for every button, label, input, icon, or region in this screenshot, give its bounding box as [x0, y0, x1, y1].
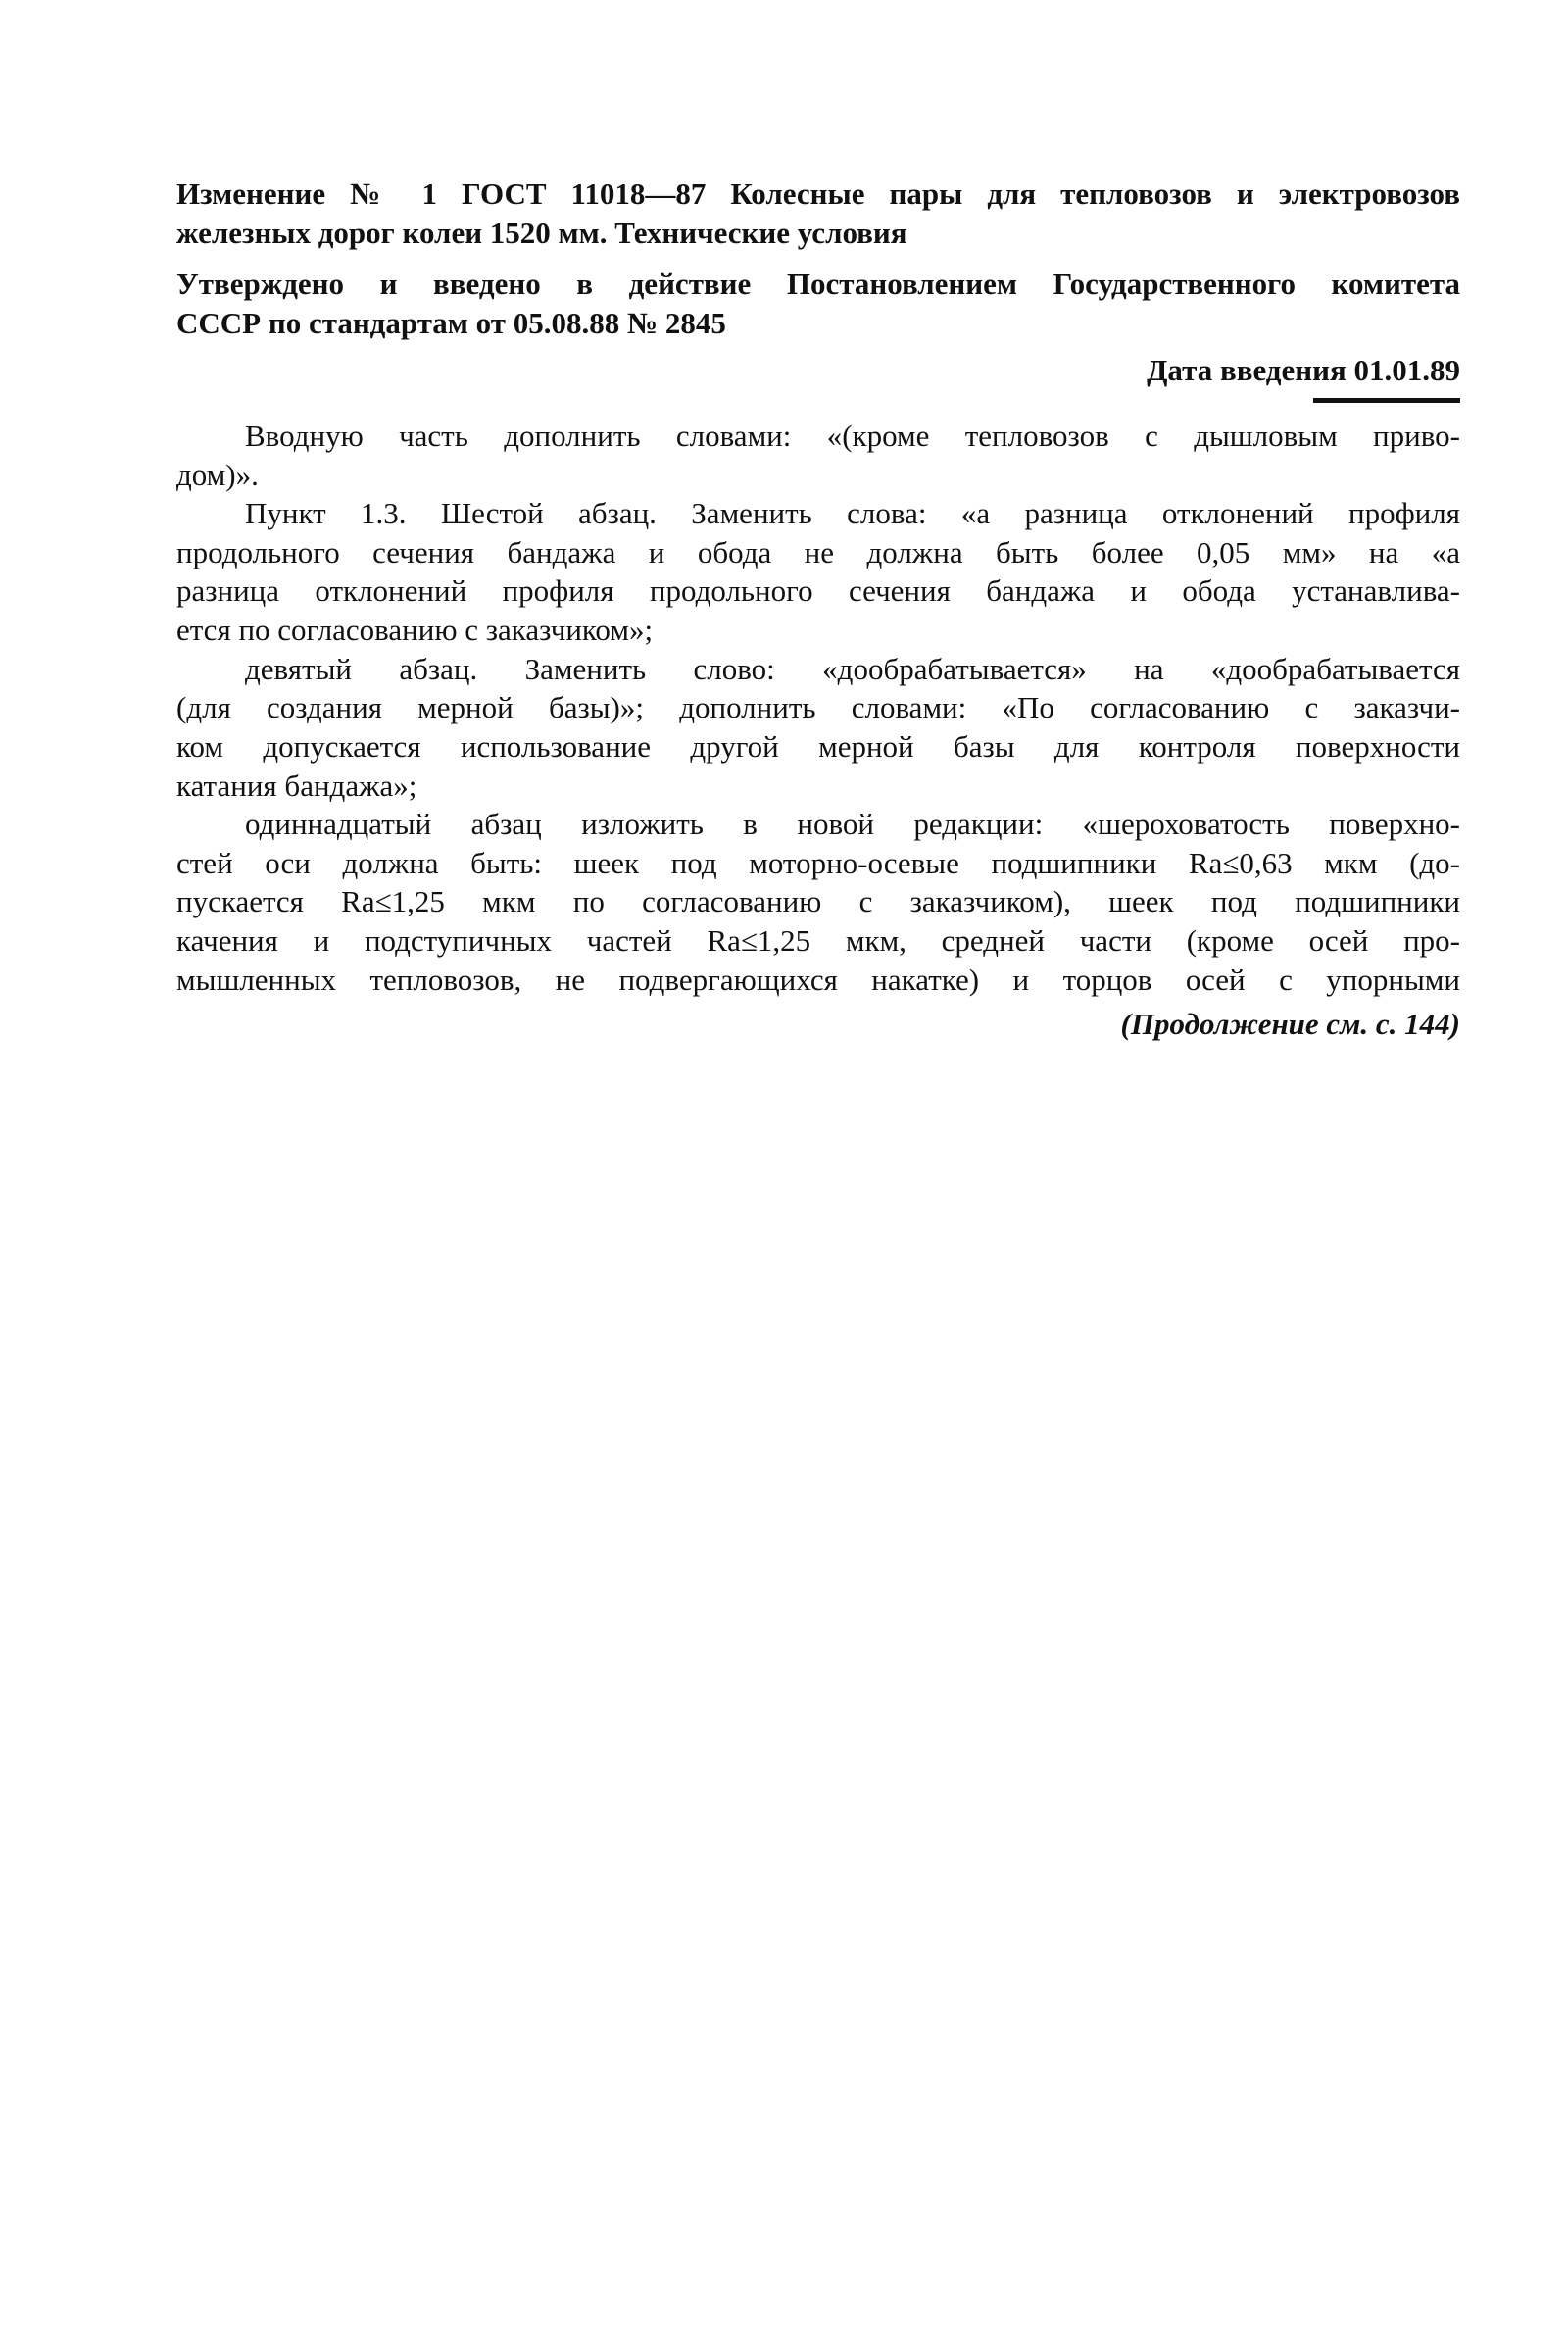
- body-line: девятый абзац. Заменить слово: «дообрабатывается» на «дообрабатывается: [245, 652, 1460, 686]
- body-line: (для создания мерной базы)»; дополнить словами: «По согласованию с заказчи-: [176, 690, 1460, 724]
- approved-line-1: Утверждено и введено в действие Постановлением Государственного комитета: [176, 267, 1460, 301]
- body-line: качения и подступичных частей Ra≤1,25 мкм, средней части (кроме осей про-: [176, 923, 1460, 958]
- body-line: разница отклонений профиля продольного сечения бандажа и обода устанавлива-: [176, 573, 1460, 608]
- body-line: продольного сечения бандажа и обода не должна быть более 0,05 мм» на «а: [176, 535, 1460, 569]
- body-line: одиннадцатый абзац изложить в новой редакции: «шероховатость поверхно-: [245, 807, 1460, 841]
- body-line: дом)».: [176, 458, 259, 492]
- body-line: пускается Ra≤1,25 мкм по согласованию с заказчиком), шеек под подшипники: [176, 884, 1460, 918]
- body-line: ется по согласованию с заказчиком»;: [176, 613, 654, 647]
- title-line-1: Изменение № 1 ГОСТ 11018—87 Колесные пары для тепловозов и электровозов: [176, 176, 1460, 211]
- approved-line-2: СССР по стандартам от 05.08.88 № 2845: [176, 306, 726, 340]
- body-line: ком допускается использование другой мерной базы для контроля поверхности: [176, 729, 1460, 764]
- body-line: стей оси должна быть: шеек под моторно-осевые подшипники Ra≤0,63 мкм (до-: [176, 846, 1460, 880]
- body-line: мышленных тепловозов, не подвергающихся накатке) и торцов осей с упорными: [176, 963, 1460, 997]
- body-line: катания бандажа»;: [176, 768, 417, 803]
- body-line: [245, 417, 1460, 456]
- title-line-2: железных дорог колеи 1520 мм. Технические условия: [176, 216, 907, 250]
- body-line: Пункт 1.3. Шестой абзац. Заменить слова: «а разница отклонений профиля: [245, 496, 1460, 530]
- continuation-note: (Продолжение см. с. 144): [1120, 1007, 1460, 1041]
- body-text: Вводную часть дополнить словами: «(кроме тепловозов с дышловым приво-: [245, 419, 1460, 453]
- effective-date: Дата введения 01.01.89: [1147, 353, 1460, 387]
- date-underline: [1313, 398, 1460, 403]
